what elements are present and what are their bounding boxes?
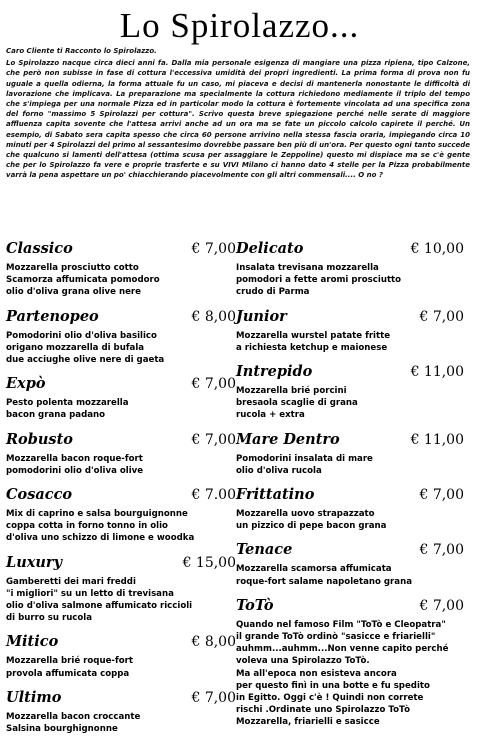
menu-item-header xyxy=(6,633,242,655)
menu-item-name: Intrepido xyxy=(236,363,313,381)
menu-item xyxy=(236,308,472,354)
menu-item-header xyxy=(6,308,242,330)
menu-item-description-line: origano mozzarella di bufala xyxy=(6,342,145,353)
menu-item-description-line: Pomodorini insalata di mare xyxy=(236,453,373,464)
intro-section xyxy=(6,46,470,181)
menu-item xyxy=(236,431,472,477)
menu-item xyxy=(6,375,242,421)
menu-item-description-line: Scamorza affumicata pomodoro xyxy=(6,275,160,286)
menu-column-right xyxy=(236,240,472,738)
menu-item-description-line: crudo di Parma xyxy=(236,287,310,298)
menu-item-name: Ultimo xyxy=(6,688,62,706)
menu-item-price: € 10,00 xyxy=(410,241,464,257)
menu-item-description-line: Mozzarella wurstel patate fritte xyxy=(236,330,391,341)
menu-item xyxy=(236,240,472,299)
menu-item-description-line: olio d'oliva rucola xyxy=(236,465,322,476)
menu-item-description-line: d'oliva uno schizzo di limone e woodka xyxy=(6,533,195,544)
menu-item-name: Classico xyxy=(6,240,73,257)
menu-item xyxy=(6,633,242,679)
menu-item xyxy=(236,363,472,422)
menu-item-name: Cosacco xyxy=(6,486,73,504)
menu-item-name: Junior xyxy=(236,307,287,325)
menu-item-price: € 7,00 xyxy=(419,308,464,325)
menu-title: Lo Spirolazzo... xyxy=(119,6,360,45)
menu-item-description-line: Mozzarella uovo strapazzato xyxy=(236,509,375,520)
menu-item-description-line: coppa cotta in forno tonno in olio xyxy=(6,521,168,532)
menu-item-price: € 7.00 xyxy=(191,487,236,504)
menu-item xyxy=(236,486,472,532)
menu-item-name: Expò xyxy=(6,375,46,393)
menu-item xyxy=(6,486,242,545)
menu-item-name: Tenace xyxy=(236,541,293,559)
menu-item-header xyxy=(236,431,472,453)
menu-item-header xyxy=(236,541,472,563)
menu-item-header xyxy=(236,240,472,262)
menu-item-description-line: voleva una Spirolazzo ToTò. xyxy=(236,656,370,667)
menu-item-name: Luxury xyxy=(6,553,62,571)
menu-item-description-line: olio d'oliva salmone affumicato riccioli xyxy=(6,601,193,612)
menu-item-price: € 7,00 xyxy=(419,542,464,559)
menu-item-price: € 7,00 xyxy=(191,241,236,257)
menu-item-description-line: roque-fort salame napoletano grana xyxy=(236,576,412,587)
menu-item-price: € 7,00 xyxy=(419,487,464,504)
menu-item-price: € 7,00 xyxy=(191,431,236,448)
menu-item-description-line: pomodori a fette aromi prosciutto xyxy=(236,275,402,286)
menu-item-price: € 7,00 xyxy=(191,689,236,706)
menu-item-description-line: rucola + extra xyxy=(236,410,305,421)
menu-item-description-line: pomodorini olio d'oliva olive xyxy=(6,465,144,476)
menu-item-description-line: Ma all'epoca non esisteva ancora xyxy=(236,668,397,679)
menu-item-header xyxy=(236,597,472,619)
menu-item-header xyxy=(6,554,242,576)
menu-item-description-line: un pizzico di pepe bacon grana xyxy=(236,521,387,532)
menu-item-price: € 7,00 xyxy=(419,597,464,614)
menu-item-description-line: Salsina bourghignonne xyxy=(6,724,118,735)
menu-item-description-line: olio d'oliva grana olive nere xyxy=(6,287,141,298)
menu-item-header xyxy=(236,363,472,385)
menu-item-header xyxy=(236,308,472,330)
menu-item-description-line: Mozzarella bacon croccante xyxy=(6,711,141,722)
menu-item xyxy=(6,689,242,735)
menu-item xyxy=(6,554,242,625)
menu-item xyxy=(236,541,472,587)
menu-item-price: € 11,00 xyxy=(410,364,464,381)
menu-item-description-line: provola affumicata coppa xyxy=(6,668,130,679)
menu-item-name: Mare Dentro xyxy=(236,430,340,448)
menu-item-description-line: bresaola scaglie di grana xyxy=(236,398,358,409)
menu-item-description-line: Mozzarella brié porcini xyxy=(236,386,347,397)
intro-text: Lo Spirolazzo nacque circa dieci anni fa. Dalla mia personale esigenza di mangiare una pizza ripiena, tipo Calzone, che però non subisse in fase di cottura l'eccessiva umidità dei propri ingredienti. La prima forma di prova non fu uguale a quella odierna, la forma attuale fu un caso, mi piaceva e decisi di mantenerla nonostante le difficoltà di lavorazione che implicava. La preparazione ma specialmente la cottura richiedono mediamente il triplo del tempo che s'impiega per una normale Pizza ed in particolar modo la cottura è fortemente vincolata ad una specifica zona del forno "massimo 5 Spirolazzi per cottura". Scrivo questa breve spiegazione perché nelle serate di maggiore affluenza capita sovente che l'attesa arrivi anche ad un ora ma se fate un piccolo calcolo capirete il perché. Un esempio, di Sabato sera capita spesso che circa 60 persone arrivino nella stessa fascia oraria, impiegando circa 10 minuti per 4 Spirolazzi del primo al sessantesimo dovrebbe passare ben più di un'ora. Per questo ogni tanto succede che qualcuno si lamenti dell'attesa (ottima scusa per assaggiare le Zeppoline) questo mi dispiace ma se c'è gente che per lo Spirolazzo fa vere e proprie trasferte e su VIVI Milano ci hanno dato 4 stelle per la Pizza probabilmente varrà la pena aspettare un po' chiacchierando piacevolmente con gli altri commensali.... O no ? xyxy=(6,59,470,180)
menu-item xyxy=(6,431,242,477)
menu-item-description-line: Insalata trevisana mozzarella xyxy=(236,263,379,273)
menu-item-description-line: Mozzarella scamorsa affumicata xyxy=(236,564,392,575)
menu-item-price: € 15,00 xyxy=(182,554,236,571)
menu-item xyxy=(6,240,242,299)
menu-item-description-line: "i migliori" su un letto di trevisana xyxy=(6,588,174,599)
menu-item-description-line: Mix di caprino e salsa bourguignonne xyxy=(6,509,188,520)
menu-item-description-line: Pomodorini olio d'oliva basilico xyxy=(6,330,157,341)
menu-item-description-line: Mozzarella prosciutto cotto xyxy=(6,263,139,273)
menu-item-name: Partenopeo xyxy=(6,307,99,325)
menu-item-description-line: due acciughe olive nere di gaeta xyxy=(6,355,165,366)
menu-item-description-line: il grande ToTò ordinò "sasicce e friarielli" xyxy=(236,632,436,643)
menu-item-header xyxy=(6,375,242,397)
menu-item-name: ToTò xyxy=(236,596,274,614)
menu-item-name: Delicato xyxy=(236,240,304,257)
menu-column-left xyxy=(6,240,242,744)
menu-item-header xyxy=(236,486,472,508)
menu-item-header xyxy=(6,431,242,453)
menu-item-description-line: a richiesta ketchup e maionese xyxy=(236,342,388,353)
menu-item-description-line: di burro su rucola xyxy=(6,613,93,624)
menu-item-description-line: Mozzarella brié roque-fort xyxy=(6,656,133,667)
menu-item-header xyxy=(6,240,242,262)
menu-item-name: Robusto xyxy=(6,430,73,448)
menu-item-header xyxy=(6,486,242,508)
menu-item xyxy=(6,308,242,367)
menu-item-price: € 8,00 xyxy=(191,634,236,651)
menu-item-description-line: Mozzarella, friarielli e sasicce xyxy=(236,717,380,728)
menu-item-description-line: Quando nel famoso Film "ToTò e Cleopatra" xyxy=(236,619,446,630)
menu-item-price: € 7,00 xyxy=(191,376,236,393)
menu-item-description-line: auhmm...auhmm...Non venne capito perché xyxy=(236,644,449,655)
menu-item-description-line: bacon grana padano xyxy=(6,410,106,421)
menu-item-description-line: in Egitto. Oggi c'è ! Quindi non correte xyxy=(236,693,424,704)
menu-item-name: Mitico xyxy=(6,633,59,651)
menu-item-name: Frittatino xyxy=(236,486,315,504)
menu-item-description-line: Gamberetti dei mari freddi xyxy=(6,576,136,587)
menu-item-price: € 8,00 xyxy=(191,308,236,325)
menu-item xyxy=(236,597,472,729)
menu-item-description-line: rischi .Ordinate uno Spirolazzo ToTò xyxy=(236,705,410,716)
intro-greeting: Caro Cliente ti Racconto lo Spirolazzo. xyxy=(6,47,157,55)
menu-item-description-line: per questo finì in una botte e fu spedito xyxy=(236,680,430,691)
menu-item-description-line: Mozzarella bacon roque-fort xyxy=(6,453,143,464)
menu-item-price: € 11,00 xyxy=(410,431,464,448)
menu-item-description-line: Pesto polenta mozzarella xyxy=(6,398,129,409)
